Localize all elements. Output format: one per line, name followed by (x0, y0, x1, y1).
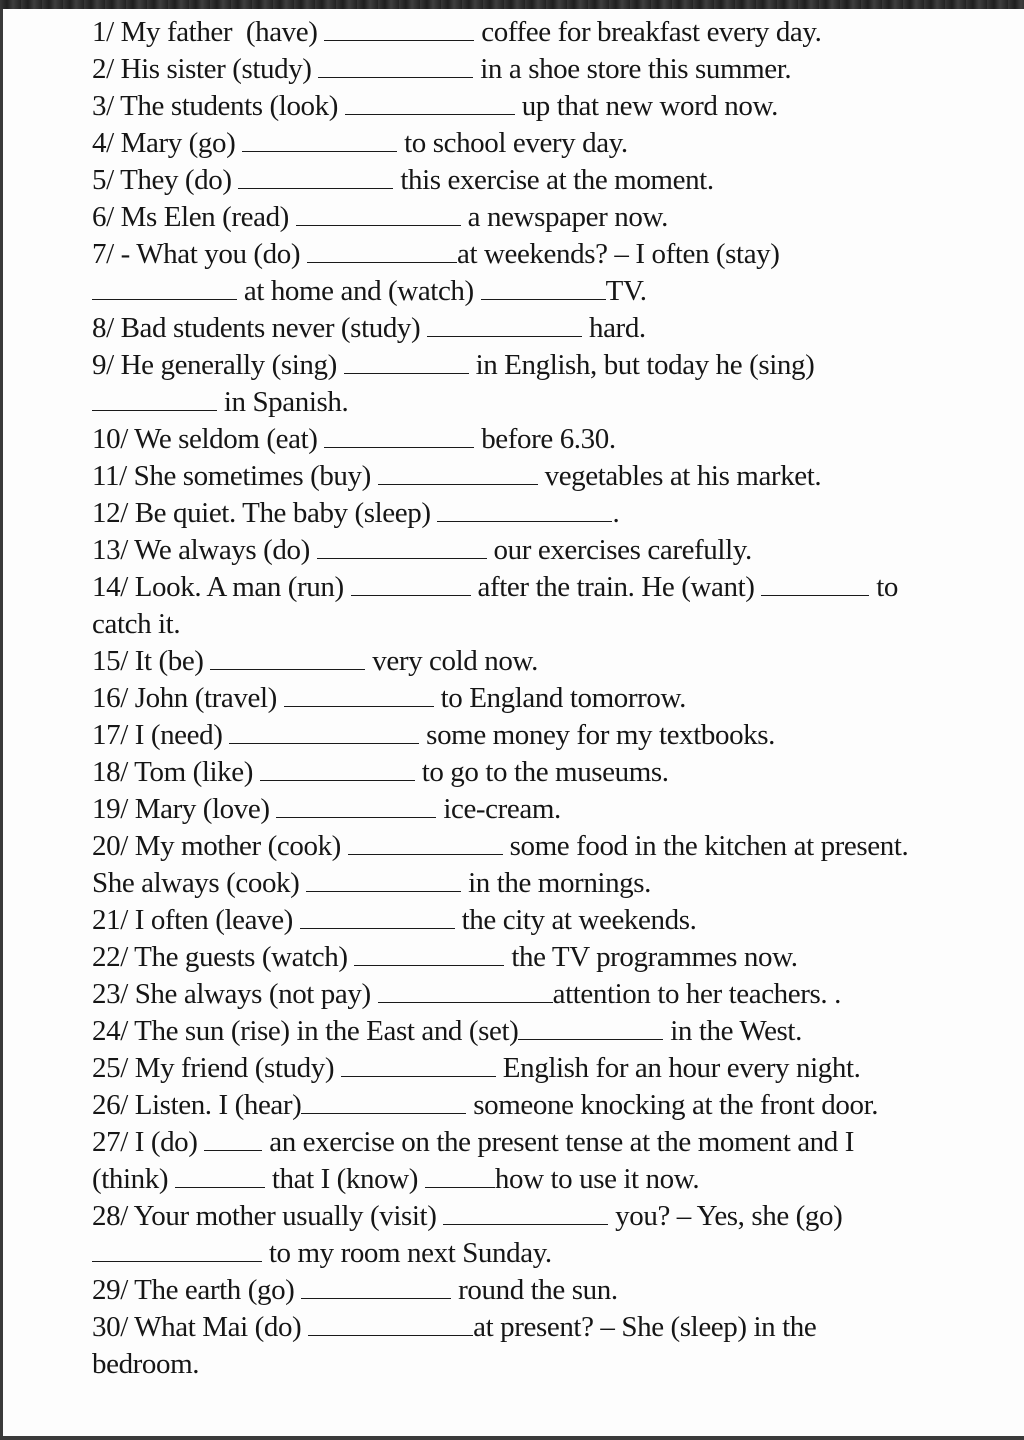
answer-blank[interactable] (518, 1016, 663, 1040)
exercise-line: 13/ We always (do) our exercises carefully. (92, 534, 752, 566)
exercise-line: 25/ My friend (study) English for an hour every night. (92, 1052, 861, 1084)
answer-blank[interactable] (210, 646, 365, 670)
exercise-line: 24/ The sun (rise) in the East and (set) in the West. (92, 1015, 802, 1047)
exercise-line: She always (cook) in the mornings. (92, 867, 652, 899)
exercise-line: 19/ Mary (love) ice-cream. (92, 793, 561, 825)
exercise-line: 10/ We seldom (eat) before 6.30. (92, 423, 616, 455)
exercise-line: 5/ They (do) this exercise at the moment. (92, 164, 714, 196)
top-cropped-strip (0, 0, 1024, 9)
exercise-line: catch it. (92, 608, 181, 640)
answer-blank[interactable] (175, 1164, 265, 1188)
exercise-line: 22/ The guests (watch) the TV programmes now. (92, 941, 798, 973)
exercise-line: 30/ What Mai (do) at present? – She (sleep) in the (92, 1311, 817, 1343)
answer-blank[interactable] (301, 1275, 451, 1299)
answer-blank[interactable] (229, 720, 419, 744)
bottom-border (0, 1436, 1024, 1440)
answer-blank[interactable] (300, 905, 455, 929)
answer-blank[interactable] (276, 794, 436, 818)
answer-blank[interactable] (345, 91, 515, 115)
exercise-line: in Spanish. (92, 384, 1007, 421)
answer-blank[interactable] (354, 942, 504, 966)
answer-blank[interactable] (307, 239, 457, 263)
exercise-line: (think) that I (know) how to use it now. (92, 1163, 700, 1195)
answer-blank[interactable] (341, 1053, 496, 1077)
exercise-line: 11/ She sometimes (buy) vegetables at his market. (92, 460, 822, 492)
left-border (0, 9, 3, 1440)
answer-blank[interactable] (284, 683, 434, 707)
answer-blank[interactable] (204, 1127, 262, 1151)
exercise-line: 18/ Tom (like) to go to the museums. (92, 756, 669, 788)
exercise-line: 16/ John (travel) to England tomorrow. (92, 682, 687, 714)
answer-blank[interactable] (92, 1238, 262, 1262)
exercise-line: bedroom. (92, 1348, 200, 1380)
answer-blank[interactable] (242, 128, 397, 152)
answer-blank[interactable] (481, 276, 606, 300)
exercise-line: 4/ Mary (go) to school every day. (92, 127, 628, 159)
exercise-line: 1/ My father (have) coffee for breakfast every day. (92, 16, 822, 48)
answer-blank[interactable] (437, 498, 612, 522)
answer-blank[interactable] (348, 831, 503, 855)
answer-blank[interactable] (378, 979, 553, 1003)
answer-blank[interactable] (427, 313, 582, 337)
answer-blank[interactable] (324, 17, 474, 41)
exercise-line: 12/ Be quiet. The baby (sleep) . (92, 497, 620, 529)
exercise-line: 26/ Listen. I (hear) someone knocking at the front door. (92, 1089, 879, 1121)
exercise-line: 15/ It (be) very cold now. (92, 645, 538, 677)
exercise-line: 2/ His sister (study) in a shoe store this summer. (92, 53, 792, 85)
answer-blank[interactable] (324, 424, 474, 448)
answer-blank[interactable] (238, 165, 393, 189)
exercise-line: 20/ My mother (cook) some food in the kitchen at present. (92, 830, 909, 862)
answer-blank[interactable] (296, 202, 461, 226)
exercise-line: to my room next Sunday. (92, 1235, 1007, 1272)
answer-blank[interactable] (443, 1201, 608, 1225)
answer-blank[interactable] (425, 1164, 495, 1188)
answer-blank[interactable] (351, 572, 471, 596)
exercise-line: 9/ He generally (sing) in English, but today he (sing) (92, 349, 815, 381)
exercise-line: 23/ She always (not pay) attention to her teachers. . (92, 978, 841, 1010)
answer-blank[interactable] (318, 54, 473, 78)
answer-blank[interactable] (260, 757, 415, 781)
exercise-line: 3/ The students (look) up that new word now. (92, 90, 779, 122)
exercise-line: 8/ Bad students never (study) hard. (92, 312, 646, 344)
exercise-list (92, 14, 1007, 1383)
answer-blank[interactable] (344, 350, 469, 374)
exercise-line: 7/ - What you (do) at weekends? – I often (stay) (92, 238, 780, 270)
exercise-line: 17/ I (need) some money for my textbooks. (92, 719, 776, 751)
exercise-line: 21/ I often (leave) the city at weekends. (92, 904, 697, 936)
exercise-line: 14/ Look. A man (run) after the train. He (want) to (92, 571, 898, 603)
answer-blank[interactable] (761, 572, 869, 596)
answer-blank[interactable] (317, 535, 487, 559)
exercise-line: 27/ I (do) an exercise on the present tense at the moment and I (92, 1126, 854, 1158)
exercise-line: 29/ The earth (go) round the sun. (92, 1274, 618, 1306)
answer-blank[interactable] (378, 461, 538, 485)
exercise-line: 28/ Your mother usually (visit) you? – Yes, she (go) (92, 1200, 843, 1232)
answer-blank[interactable] (92, 387, 217, 411)
exercise-line: 6/ Ms Elen (read) a newspaper now. (92, 201, 668, 233)
exercise-line: at home and (watch) TV. (92, 273, 1007, 310)
answer-blank[interactable] (301, 1090, 466, 1114)
answer-blank[interactable] (308, 1312, 473, 1336)
answer-blank[interactable] (92, 276, 237, 300)
answer-blank[interactable] (306, 868, 461, 892)
